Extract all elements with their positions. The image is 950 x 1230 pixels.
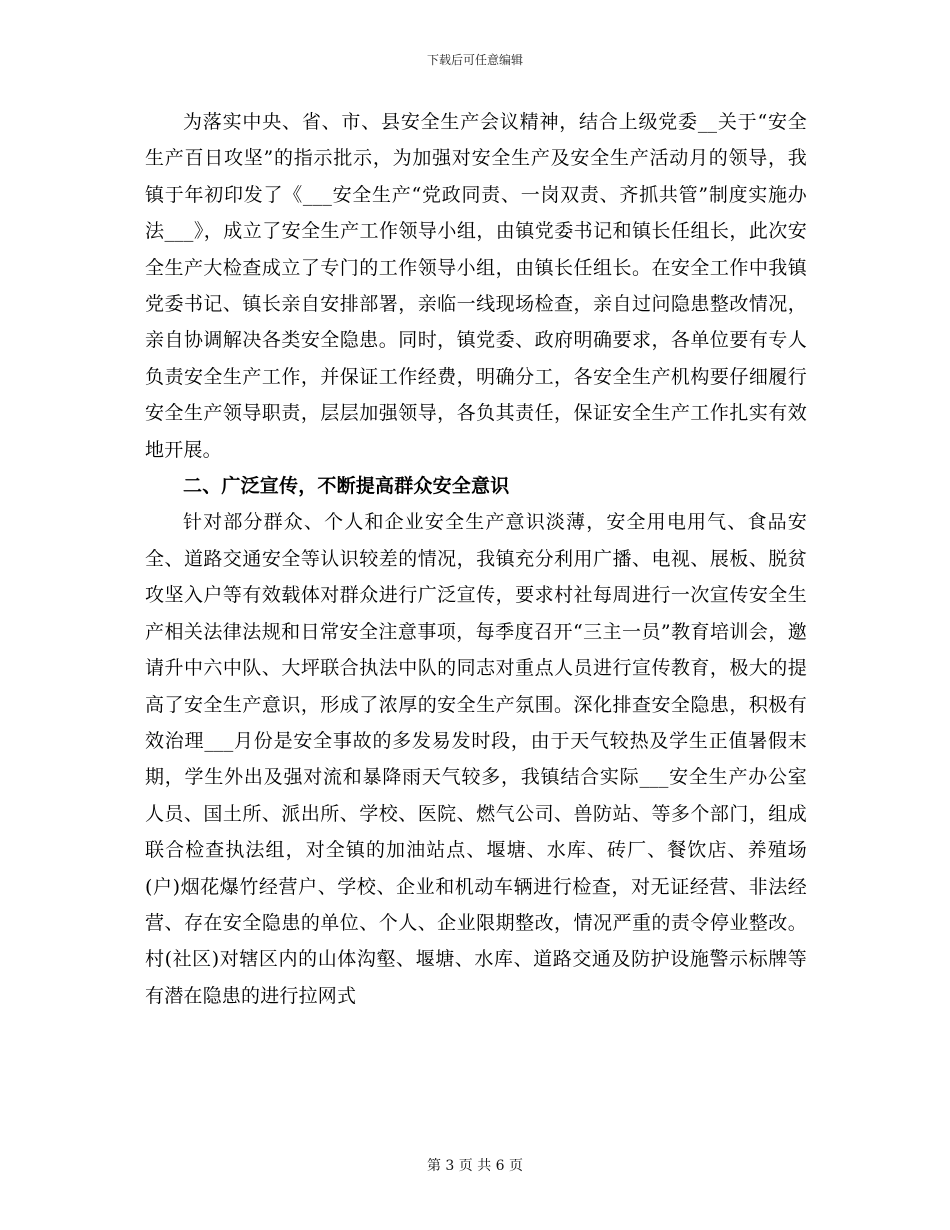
- body-paragraph-1: 为落实中央、省、市、县安全生产会议精神，结合上级党委__关于“安全生产百日攻坚”的指示批示，为加强对安全生产及安全生产活动月的领导，我镇于年初印发了《___安全生产“党政同责、一岗双责、齐抓共管”制度实施办法___》，成立了安全生产工作领导小组，由镇党委书记和镇长任组长，此次安全生产大检查成立了专门的工作领导小组，由镇长任组长。在安全工作中我镇党委书记、镇长亲自安排部署，亲临一线现场检查，亲自过问隐患整改情况，亲自协调解决各类安全隐患。同时，镇党委、政府明确要求，各单位要有专人负责安全生产工作，并保证工作经费，明确分工，各安全生产机构要仔细履行安全生产领导职责，层层加强领导，各负其责任，保证安全生产工作扎实有效地开展。: [145, 111, 807, 461]
- section-heading-2: 二、广泛宣传，不断提高群众安全意识: [183, 475, 510, 498]
- document-body: [145, 104, 807, 1014]
- header-note: 下载后可任意编辑: [426, 53, 523, 67]
- page-header: [0, 52, 950, 68]
- body-paragraph-2: 针对部分群众、个人和企业安全生产意识淡薄，安全用电用气、食品安全、道路交通安全等认识较差的情况，我镇充分利用广播、电视、展板、脱贫攻坚入户等有效载体对群众进行广泛宣传，要求村社每周进行一次宣传安全生产相关法律法规和日常安全注意事项，每季度召开“三主一员”教育培训会，邀请升中六中队、大坪联合执法中队的同志对重点人员进行宣传教育，极大的提高了安全生产意识，形成了浓厚的安全生产氛围。深化排查安全隐患，积极有效治理___月份是安全事故的多发易发时段，由于天气较热及学生正值暑假末期，学生外出及强对流和暴降雨天气较多，我镇结合实际___安全生产办公室人员、国土所、派出所、学校、医院、燃气公司、兽防站、等多个部门，组成联合检查执法组，对全镇的加油站点、堰塘、水库、砖厂、餐饮店、养殖场(户)烟花爆竹经营户、学校、企业和机动车辆进行检查，对无证经营、非法经营、存在安全隐患的单位、个人、企业限期整改，情况严重的责令停业整改。村(社区)对辖区内的山体沟壑、堰塘、水库、道路交通及防护设施警示标牌等有潜在隐患的进行拉网式: [145, 511, 807, 1007]
- page-number: 第 3 页 共 6 页: [426, 1158, 524, 1174]
- page-footer: [0, 1157, 950, 1175]
